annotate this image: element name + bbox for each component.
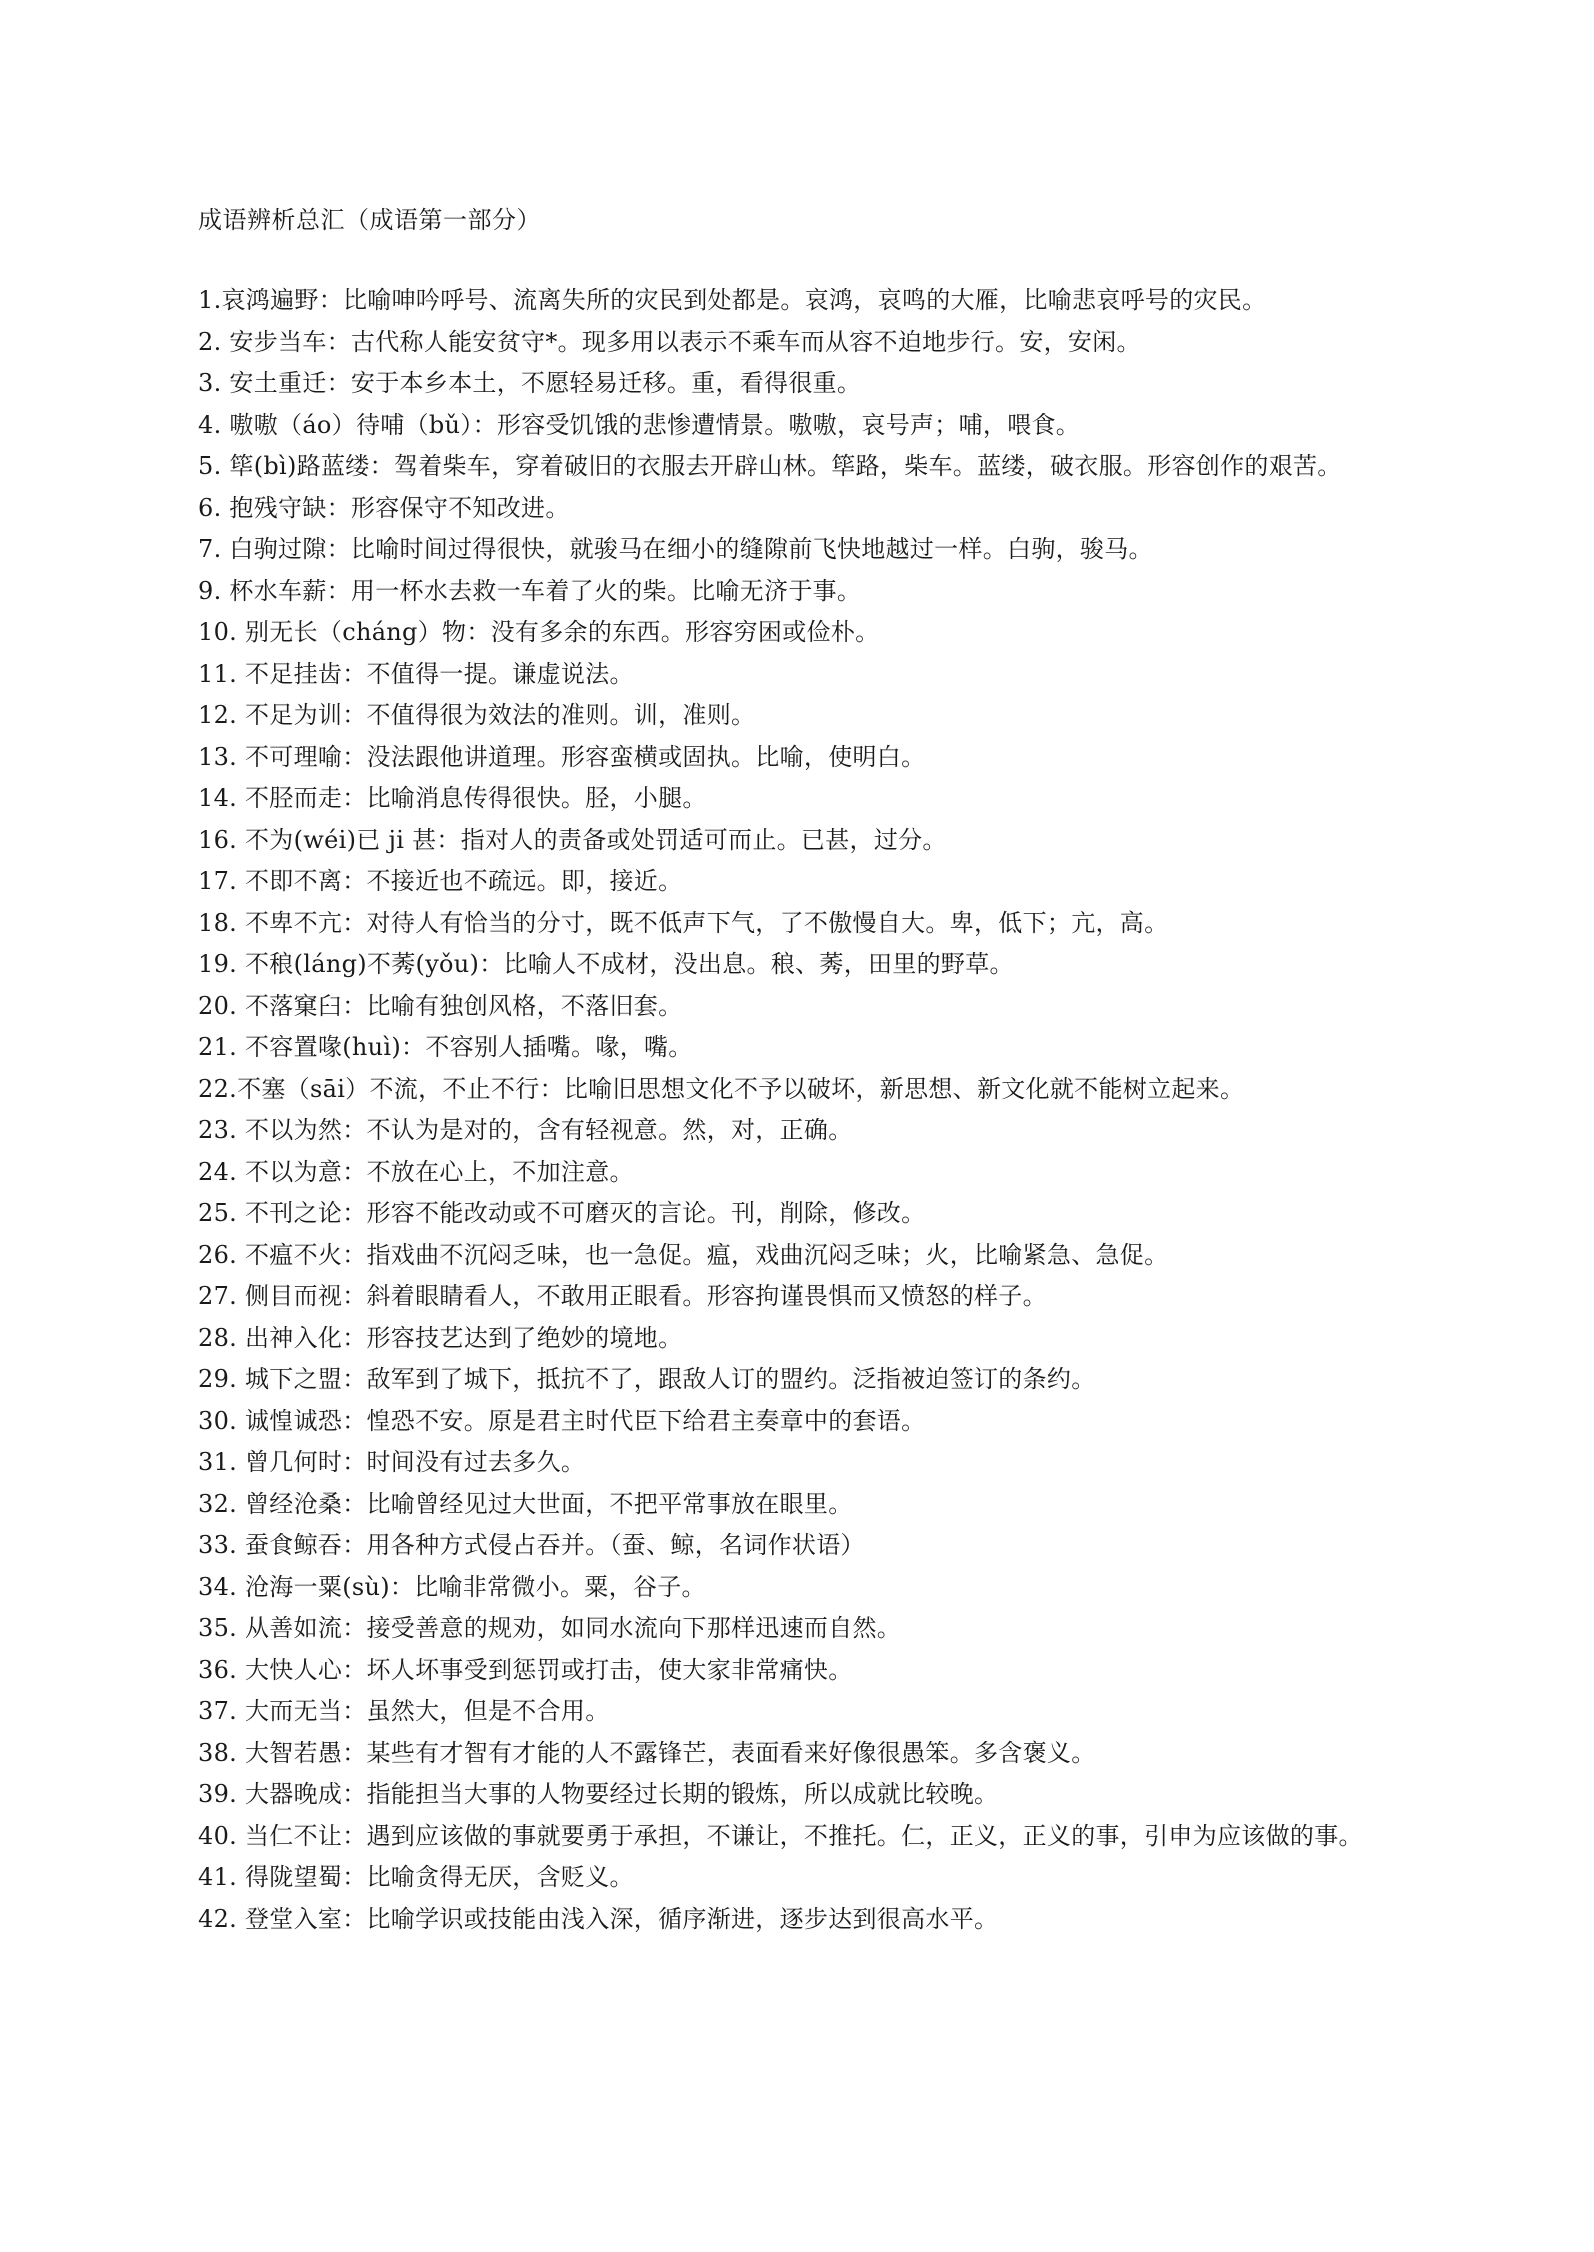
list-item: 37. 大而无当：虽然大，但是不合用。 [198, 1697, 610, 1725]
list-item: 34. 沧海一粟(sù)：比喻非常微小。粟，谷子。 [198, 1572, 706, 1601]
list-item: 26. 不瘟不火：指戏曲不沉闷乏味，也一急促。瘟，戏曲沉闷乏味；火，比喻紧急、急促。 [198, 1240, 1169, 1269]
list-item: 11. 不足挂齿：不值得一提。谦虚说法。 [198, 659, 634, 688]
list-item: 32. 曾经沧桑：比喻曾经见过大世面，不把平常事放在眼里。 [198, 1489, 853, 1518]
list-item: 3. 安土重迁：安于本乡本土，不愿轻易迁移。重，看得很重。 [198, 369, 862, 397]
list-item: 23. 不以为然：不认为是对的，含有轻视意。然，对，正确。 [198, 1116, 853, 1144]
list-item: 7. 白驹过隙：比喻时间过得很快，就骏马在细小的缝隙前飞快地越过一样。白驹，骏马。 [198, 535, 1153, 563]
list-item: 14. 不胫而走：比喻消息传得很快。胫，小腿。 [198, 784, 707, 812]
list-item: 27. 侧目而视：斜着眼睛看人，不敢用正眼看。形容拘谨畏惧而又愤怒的样子。 [198, 1282, 1047, 1310]
list-item: 38. 大智若愚：某些有才智有才能的人不露锋芒，表面看来好像很愚笨。多含褒义。 [198, 1738, 1096, 1767]
list-item: 16. 不为(wéi)已 ji 甚：指对人的责备或处罚适可而止。已甚，过分。 [198, 825, 947, 854]
list-item: 12. 不足为训：不值得很为效法的准则。训，准则。 [198, 701, 756, 729]
document-page [198, 200, 1408, 1940]
list-item: 39. 大器晚成：指能担当大事的人物要经过长期的锻炼，所以成就比较晚。 [198, 1780, 999, 1808]
list-item: 13. 不可理喻：没法跟他讲道理。形容蛮横或固执。比喻，使明白。 [198, 742, 926, 771]
list-item: 19. 不稂(láng)不莠(yǒu)：比喻人不成材，没出息。稂、莠，田里的野草。 [198, 950, 1014, 978]
list-item: 6. 抱残守缺：形容保守不知改进。 [198, 493, 570, 522]
list-item: 40. 当仁不让：遇到应该做的事就要勇于承担，不谦让，不推托。仁，正义，正义的事，引申为应该做的事。 [198, 1821, 1363, 1850]
list-item: 22.不塞（sāi）不流，不止不行：比喻旧思想文化不予以破坏，新思想、新文化就不能树立起来。 [198, 1074, 1245, 1103]
list-item: 33. 蚕食鲸吞：用各种方式侵占吞并。（蚕、鲸，名词作状语） [198, 1531, 865, 1559]
list-item: 30. 诚惶诚恐：惶恐不安。原是君主时代臣下给君主奏章中的套语。 [198, 1406, 926, 1435]
list-item: 9. 杯水车薪：用一杯水去救一车着了火的柴。比喻无济于事。 [198, 576, 862, 605]
list-item: 28. 出神入化：形容技艺达到了绝妙的境地。 [198, 1323, 683, 1352]
list-item: 24. 不以为意：不放在心上，不加注意。 [198, 1157, 634, 1186]
idiom-list [198, 280, 1408, 1940]
list-item: 2. 安步当车：古代称人能安贫守*。现多用以表示不乘车而从容不迫地步行。安，安闲。 [198, 327, 1141, 356]
list-item: 20. 不落窠臼：比喻有独创风格，不落旧套。 [198, 991, 683, 1020]
list-item: 10. 别无长（cháng）物：没有多余的东西。形容穷困或俭朴。 [198, 618, 880, 646]
list-item: 29. 城下之盟：敌军到了城下，抵抗不了，跟敌人订的盟约。泛指被迫签订的条约。 [198, 1365, 1096, 1393]
list-item: 21. 不容置喙(huì)：不容别人插嘴。喙，嘴。 [198, 1033, 693, 1061]
list-item: 36. 大快人心：坏人坏事受到惩罚或打击，使大家非常痛快。 [198, 1655, 853, 1684]
list-item: 25. 不刊之论：形容不能改动或不可磨灭的言论。刊，削除，修改。 [198, 1199, 926, 1227]
list-item: 31. 曾几何时：时间没有过去多久。 [198, 1448, 586, 1476]
list-item: 42. 登堂入室：比喻学识或技能由浅入深，循序渐进，逐步达到很高水平。 [198, 1904, 999, 1933]
list-item: 18. 不卑不亢：对待人有恰当的分寸，既不低声下气，了不傲慢自大。卑，低下；亢，高。 [198, 908, 1169, 937]
list-item: 5. 筚(bì)路蓝缕：驾着柴车，穿着破旧的衣服去开辟山林。筚路，柴车。蓝缕，破衣服。形容创作的艰苦。 [198, 452, 1342, 480]
list-item: 1.哀鸿遍野：比喻呻吟呼号、流离失所的灾民到处都是。哀鸿，哀鸣的大雁，比喻悲哀呼号的灾民。 [198, 286, 1267, 314]
document-title: 成语辨析总汇（成语第一部分） [198, 206, 541, 234]
list-item: 4. 嗷嗷（áo）待哺（bǔ）：形容受饥饿的悲惨遭情景。嗷嗷，哀号声；哺，喂食。 [198, 410, 1081, 439]
list-item: 41. 得陇望蜀：比喻贪得无厌，含贬义。 [198, 1863, 634, 1891]
list-item: 35. 从善如流：接受善意的规劝，如同水流向下那样迅速而自然。 [198, 1614, 902, 1642]
list-item: 17. 不即不离：不接近也不疏远。即，接近。 [198, 867, 683, 895]
